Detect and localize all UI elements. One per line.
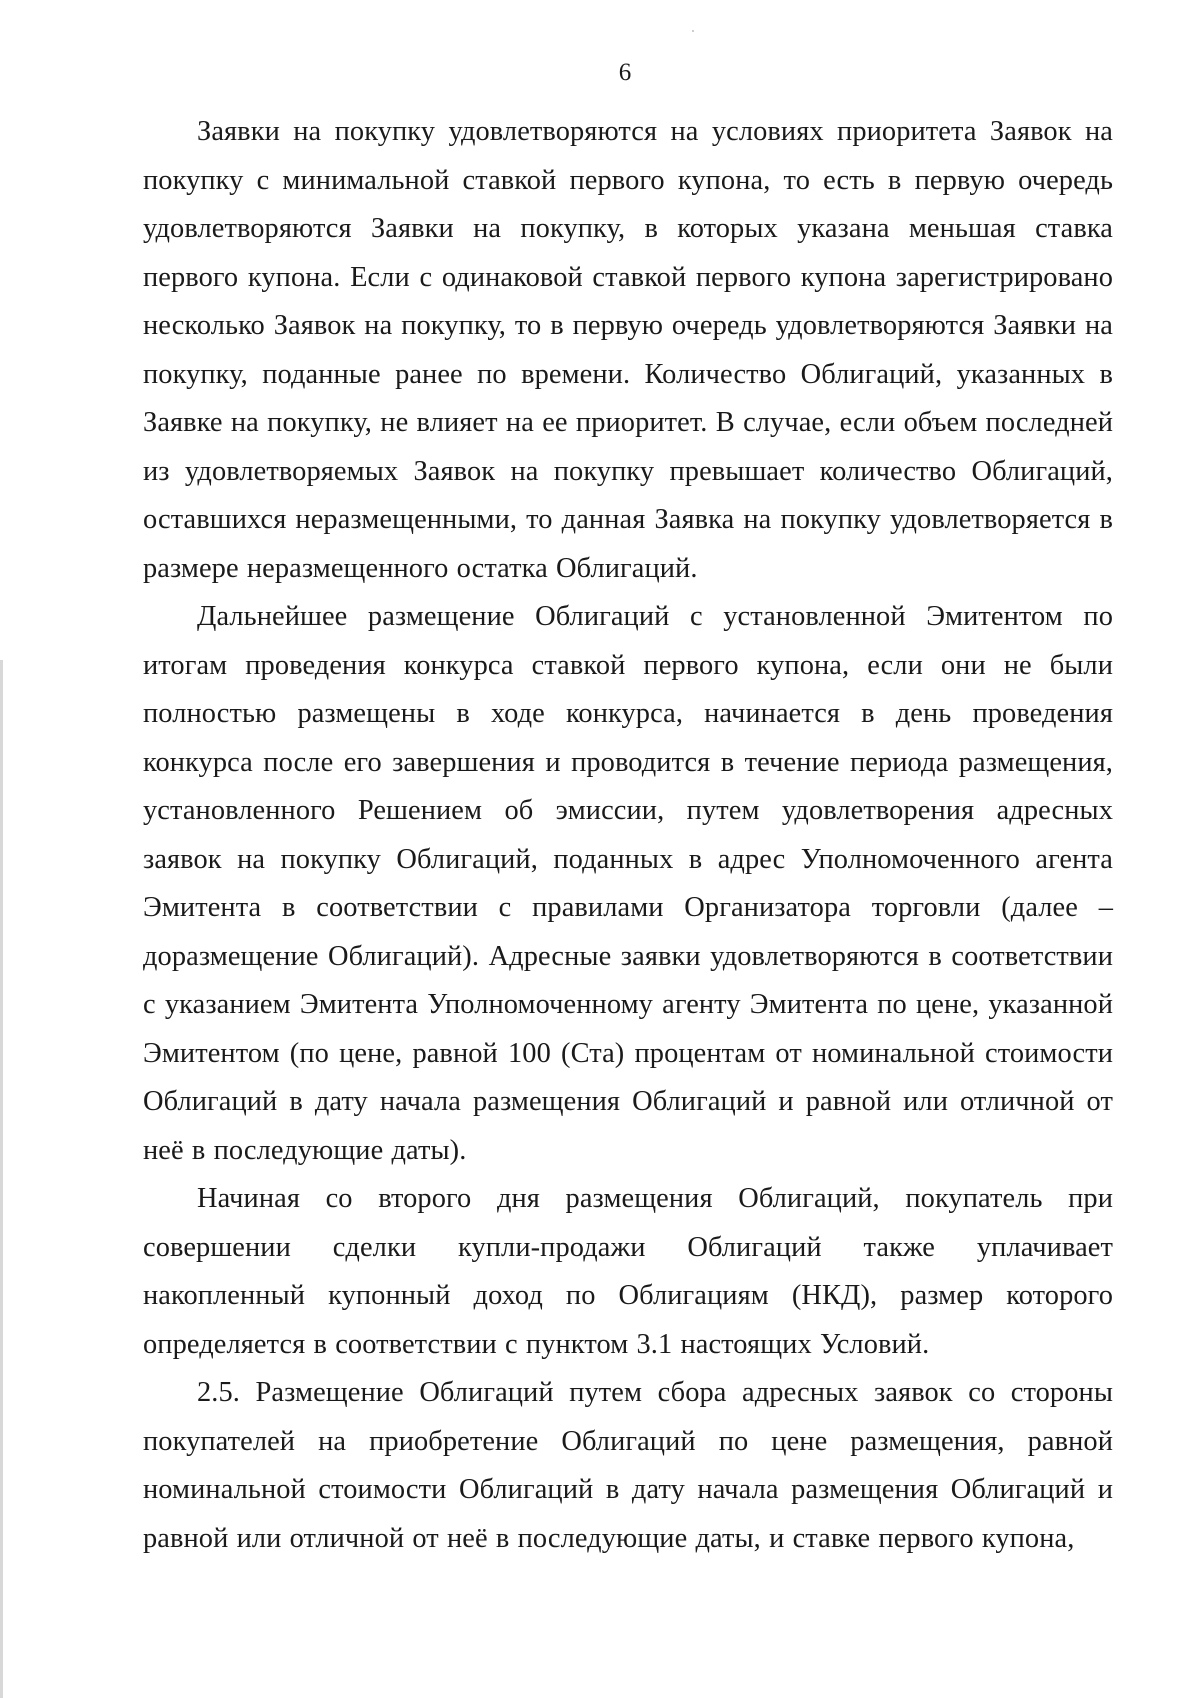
paragraph-section-2-5: 2.5. Размещение Облигаций путем сбора адресных заявок со стороны покупателей на приобретение Облигаций по цене размещения, равной номинальной стоимости Облигаций в дату начала размещения Облигаций и равной или отличной от неё в последующие даты, и ставке первого купона, — [143, 1377, 1113, 1554]
paragraph-further-placement: Дальнейшее размещение Облигаций с установленной Эмитентом по итогам проведения конкурса ставкой первого купона, если они не были полностью размещены в ходе конкурса, начинается в день проведения конкурса после его завершения и проводится в течение периода размещения, установленного Решением об эмиссии, путем удовлетворения адресных заявок на покупку Облигаций, поданных в адрес Уполномоченного агента Эмитента в соответствии с правилами Организатора торговли (далее – доразмещение Облигаций). Адресные заявки удовлетворяются в соответствии с указанием Эмитента Уполномоченному агенту Эмитента по цене, указанной Эмитентом (по цене, равной 100 (Ста) процентам от номинальной стоимости Облигаций в дату начала размещения Облигаций и равной или отличной от неё в последующие даты). — [143, 601, 1113, 1166]
page-number: 6 — [618, 59, 632, 86]
paragraph-bid-priority: Заявки на покупку удовлетворяются на условиях приоритета Заявок на покупку с минимальной ставкой первого купона, то есть в первую очередь удовлетворяются Заявки на покупку, в которых указана меньшая ставка первого купона. Если с одинаковой ставкой первого купона зарегистрировано несколько Заявок на покупку, то в первую очередь удовлетворяются Заявки на покупку, поданные ранее по времени. Количество Облигаций, указанных в Заявке на покупку, не влияет на ее приоритет. В случае, если объем последней из удовлетворяемых Заявок на покупку превышает количество Облигаций, оставшихся неразмещенными, то данная Заявка на покупку удовлетворяется в размере неразмещенного остатка Облигаций. — [143, 116, 1113, 584]
document-body — [143, 108, 1113, 1563]
paragraph-accrued-coupon-income: Начиная со второго дня размещения Облигаций, покупатель при совершении сделки купли-продажи Облигаций также уплачивает накопленный купонный доход по Облигациям (НКД), размер которого определяется в соответствии с пунктом 3.1 настоящих Условий. — [143, 1183, 1113, 1360]
scan-edge-shadow — [0, 660, 3, 1698]
scan-speck — [692, 30, 694, 32]
